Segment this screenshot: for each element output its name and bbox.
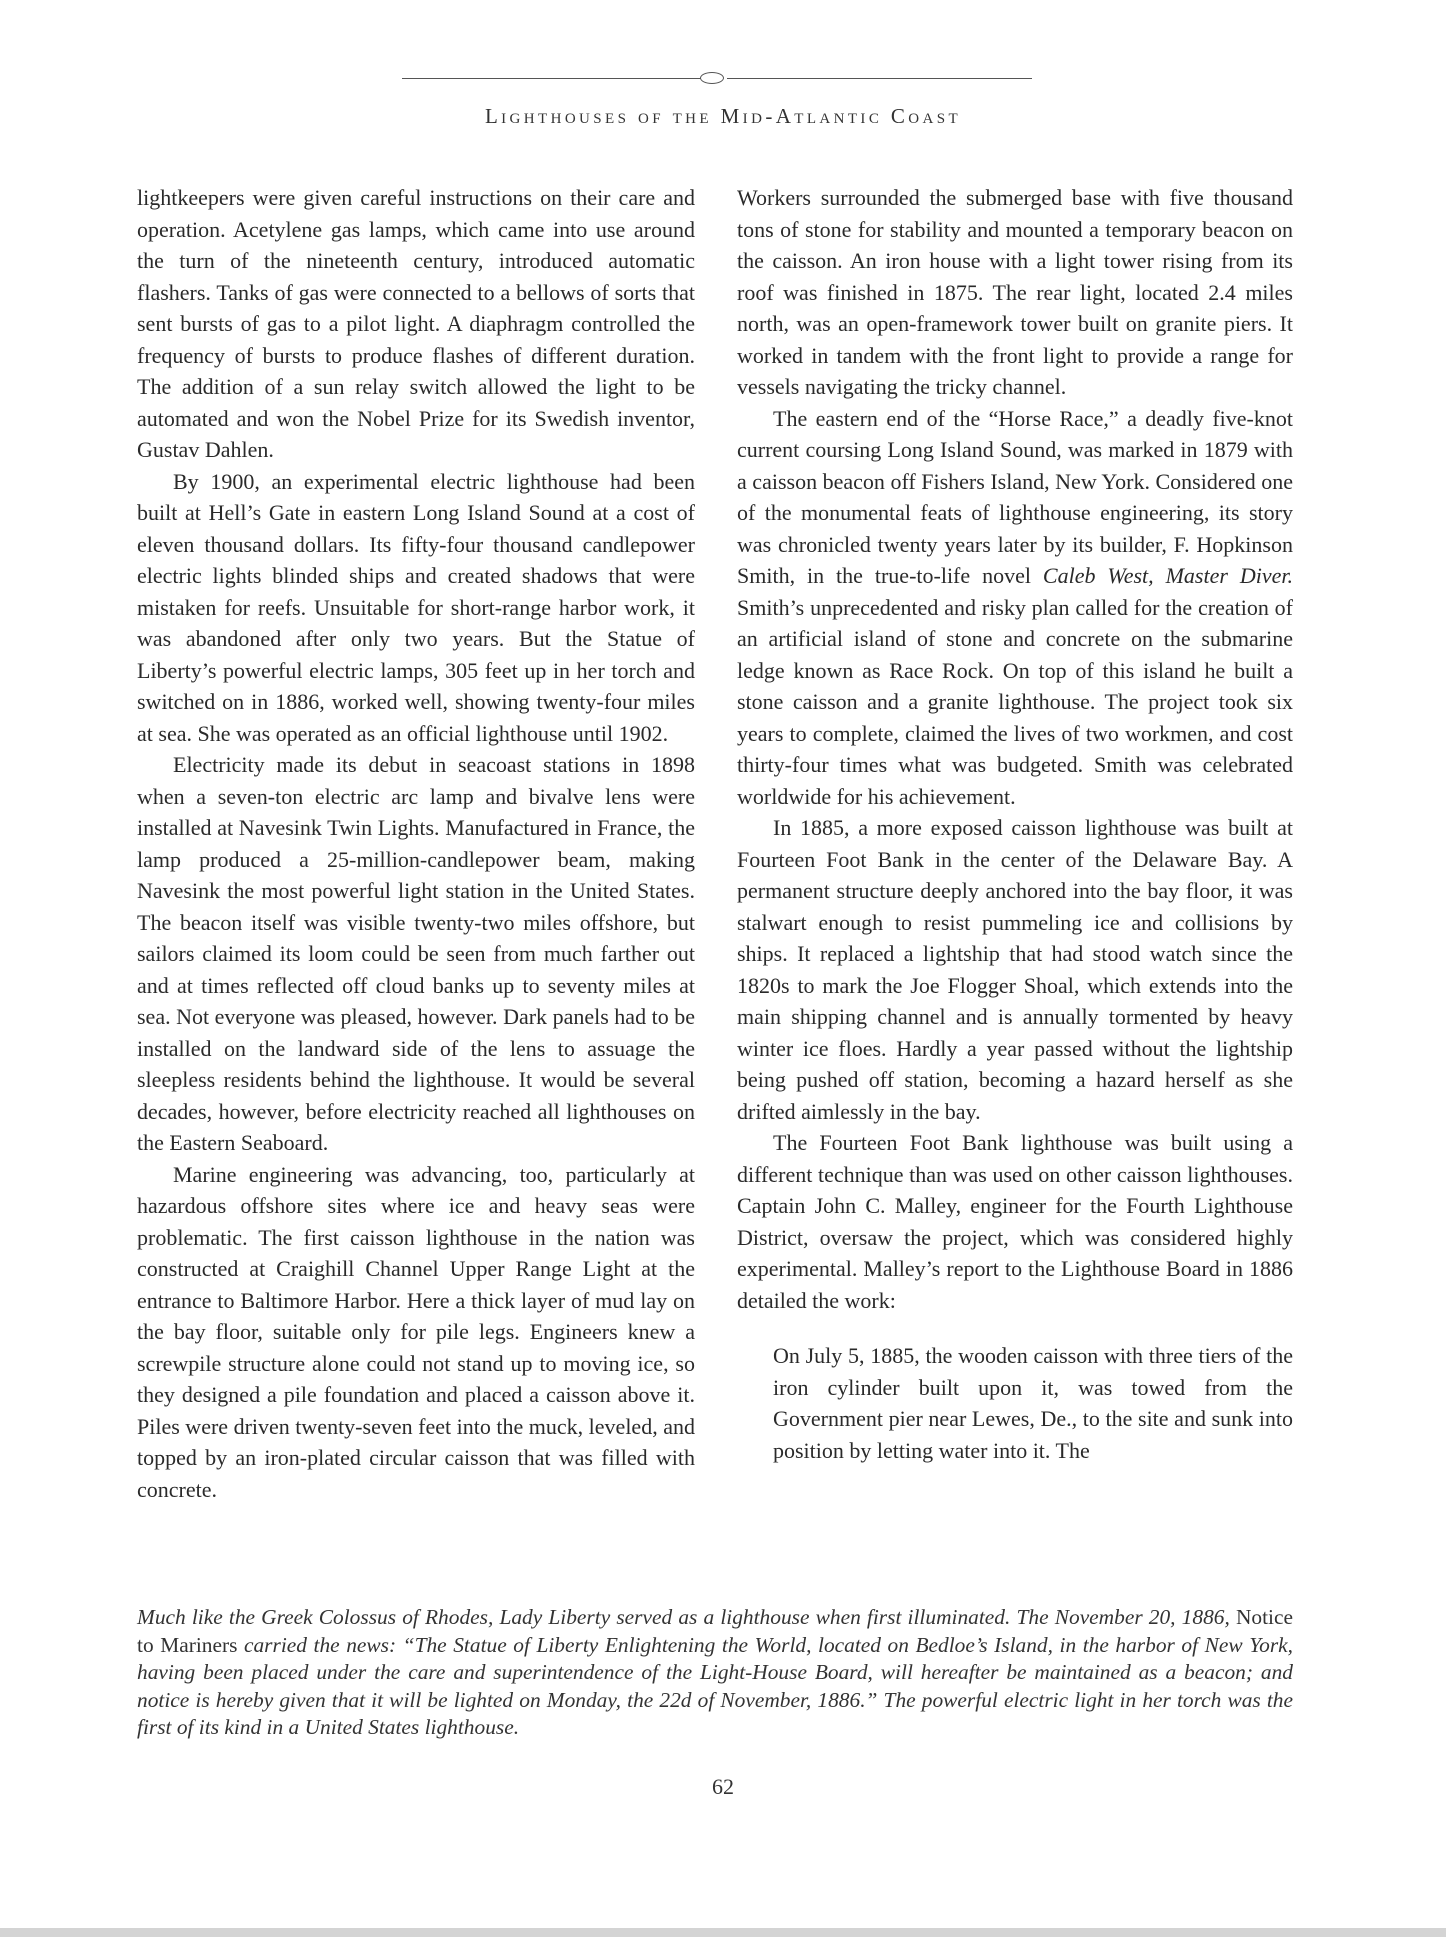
book-title: Caleb West, Master Diver. bbox=[1042, 563, 1293, 588]
caption-text: carried the news: “The Statue of Liberty Enlightening the World, located on Bedloe’s Island, in the harbor of New York, having been placed under the care and superintendence of the Light-House Board, will hereafter be maintained as a beacon; and notice is hereby given that it will be lighted on Monday, the 22d of November, 1886.” The powerful electric light in her torch was the first of its kind in a United States lighthouse. bbox=[137, 1632, 1293, 1740]
caption-publication: Notice to Mariners bbox=[137, 1605, 1293, 1657]
paragraph: Electricity made its debut in seacoast stations in 1898 when a seven-ton electric arc lamp and bivalve lens were installed at Navesink Twin Lights. Manufactured in France, the lamp produced a 25-million-candlepower beam, making Navesink the most powerful light station in the United States. The beacon itself was visible twenty-two miles offshore, but sailors claimed its loom could be seen from much farther out and at times reflected off cloud banks up to seventy miles at sea. Not everyone was pleased, however. Dark panels had to be installed on the landward side of the lens to assuage the sleepless residents behind the lighthouse. It would be several decades, however, before electricity reached all lighthouses on the Eastern Seaboard. bbox=[137, 752, 695, 1155]
header-rule-right bbox=[727, 78, 1032, 79]
header-ornament-icon bbox=[700, 72, 724, 84]
paragraph: By 1900, an experimental electric lighthouse had been built at Hell’s Gate in eastern Long Island Sound at a cost of eleven thousand dollars. Its fifty-four thousand candlepower electric lights blinded ships and created shadows that were mistaken for reefs. Unsuitable for short-range harbor work, it was abandoned after only two years. But the Statue of Liberty’s powerful electric lamps, 305 feet up in her torch and switched on in 1886, worked well, showing twenty-four miles at sea. She was operated as an official lighthouse until 1902. bbox=[137, 468, 695, 746]
caption-text: Much like the Greek Colossus of Rhodes, Lady Liberty served as a lighthouse when first illuminated. The November 20, 1886, bbox=[137, 1605, 1236, 1629]
paragraph: Workers surrounded the submerged base with five thousand tons of stone for stability and mounted a temporary beacon on the caisson. An iron house with a light tower rising from its roof was finished in 1875. The rear light, located 2.4 miles north, was an open-framework tower built on granite piers. It worked in tandem with the front light to provide a range for vessels navigating the tricky channel. bbox=[737, 185, 1293, 399]
right-column bbox=[737, 182, 1293, 1466]
header-rule-left bbox=[402, 78, 702, 79]
paragraph: lightkeepers were given careful instructions on their care and operation. Acetylene gas lamps, which came into use around the turn of the nineteenth century, introduced automatic flashers. Tanks of gas were connected to a bellows of sorts that sent bursts of gas to a pilot light. A diaphragm controlled the frequency of bursts to produce flashes of different duration. The addition of a sun relay switch allowed the light to be automated and won the Nobel Prize for its Swedish inventor, Gustav Dahlen. bbox=[137, 185, 695, 462]
block-quote: On July 5, 1885, the wooden caisson with three tiers of the iron cylinder built upon it, was towed from the Government pier near Lewes, De., to the site and sunk into position by letting water into it. The bbox=[773, 1343, 1293, 1463]
bottom-scroll-bar bbox=[0, 1928, 1446, 1937]
left-column bbox=[137, 182, 695, 1505]
page-number: 62 bbox=[712, 1774, 734, 1799]
paragraph-text: Smith’s unprecedented and risky plan called for the creation of an artificial island of stone and concrete on the submarine ledge known as Race Rock. On top of this island he built a stone caisson and a granite lighthouse. The project took six years to complete, claimed the lives of two workmen, and cost thirty-four times what was budgeted. Smith was celebrated worldwide for his achievement. bbox=[737, 594, 1293, 809]
paragraph: Marine engineering was advancing, too, particularly at hazardous offshore sites where ice and heavy seas were problematic. The first caisson lighthouse in the nation was constructed at Craighill Channel Upper Range Light at the entrance to Baltimore Harbor. Here a thick layer of mud lay on the bay floor, suitable only for pile legs. Engineers knew a screwpile structure alone could not stand up to moving ice, so they designed a pile foundation and placed a caisson above it. Piles were driven twenty-seven feet into the muck, leveled, and topped by an iron-plated circular caisson that was filled with concrete. bbox=[137, 1161, 695, 1502]
photo-caption bbox=[137, 1604, 1293, 1742]
paragraph bbox=[737, 403, 1293, 813]
running-head: Lighthouses of the Mid-Atlantic Coast bbox=[484, 104, 962, 128]
paragraph-text: The eastern end of the “Horse Race,” a deadly five-knot current coursing Long Island Sound, was marked in 1879 with a caisson beacon off Fishers Island, New York. Considered one of the monumental feats of lighthouse engineering, its story was chronicled twenty years later by its builder, F. Hopkinson Smith, in the true-to-life novel bbox=[737, 405, 1293, 588]
paragraph: The Fourteen Foot Bank lighthouse was built using a different technique than was used on other caisson lighthouses. Captain John C. Malley, engineer for the Fourth Lighthouse District, oversaw the project, which was considered highly experimental. Malley’s report to the Lighthouse Board in 1886 detailed the work: bbox=[737, 1130, 1293, 1313]
paragraph: In 1885, a more exposed caisson lighthouse was built at Fourteen Foot Bank in the center of the Delaware Bay. A permanent structure deeply anchored into the bay floor, it was stalwart enough to resist pummeling ice and collisions by ships. It replaced a lightship that had stood watch since the 1820s to mark the Joe Flogger Shoal, which extends into the main shipping channel and is annually tormented by heavy winter ice floes. Hardly a year passed without the lightship being pushed off station, becoming a hazard herself as she drifted aimlessly in the bay. bbox=[737, 815, 1293, 1124]
